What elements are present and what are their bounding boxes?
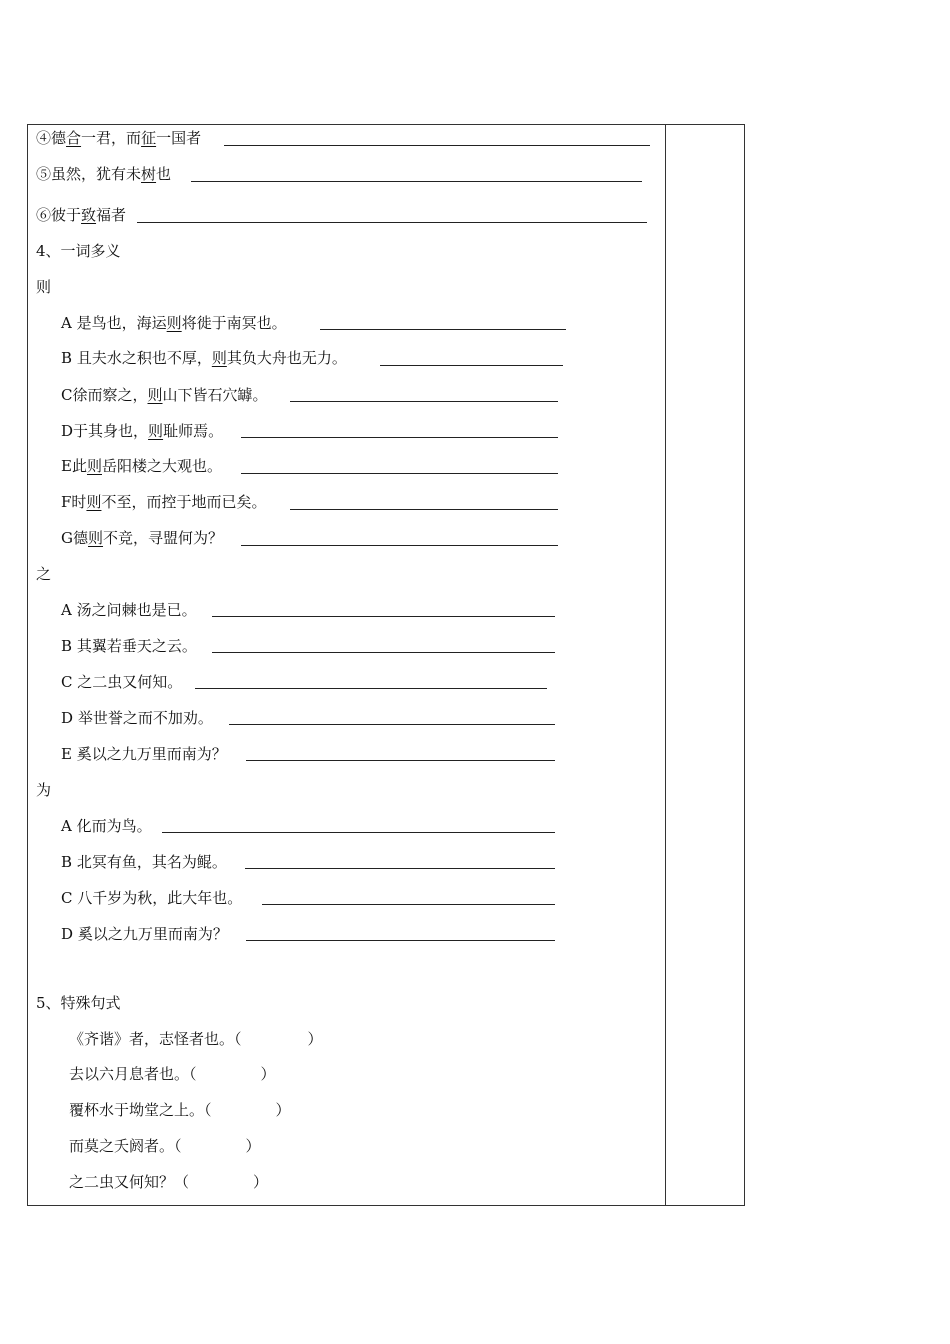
item-text: 其负大舟也无力。 <box>226 349 347 367</box>
sentence-text: 去以六月息者也。 <box>69 1065 190 1083</box>
item-letter: D <box>61 709 74 727</box>
item-letter: C <box>61 889 73 907</box>
sentence-item <box>69 1172 268 1192</box>
item-letter: A <box>61 601 72 619</box>
answer-line[interactable] <box>245 868 555 869</box>
answer-line[interactable] <box>212 652 555 653</box>
sentence-item <box>69 1136 261 1156</box>
item-text: 奚以之九万里而南为？ <box>76 745 227 763</box>
underlined-word: 则 <box>211 349 227 367</box>
item-letter: C <box>61 386 73 404</box>
wei-item-d <box>61 924 228 944</box>
item-text: 汤之问棘也是已。 <box>76 601 197 619</box>
item-number: ⑥ <box>36 206 52 224</box>
answer-line[interactable] <box>241 545 558 546</box>
item-text: 化而为鸟。 <box>76 817 152 835</box>
answer-line[interactable] <box>224 145 650 146</box>
wei-item-a <box>61 816 152 836</box>
answer-line[interactable] <box>290 401 558 402</box>
item-text: 是鸟也，海运 <box>76 314 167 332</box>
paren-open: （ <box>204 1101 212 1119</box>
underlined-word: 则 <box>86 493 102 511</box>
wei-item-c <box>61 888 242 908</box>
answer-line[interactable] <box>195 688 547 689</box>
item-text: 德 <box>51 129 67 147</box>
paren-close: ） <box>260 1065 276 1083</box>
paren-open: （ <box>174 1173 190 1191</box>
item-letter: C <box>61 673 73 691</box>
sentence-item <box>69 1064 276 1084</box>
item-text: 岳阳楼之大观也。 <box>101 457 222 475</box>
item-letter: E <box>61 457 72 475</box>
word-heading-wei: 为 <box>36 781 52 799</box>
underlined-word: 树 <box>141 165 157 183</box>
answer-line[interactable] <box>241 473 558 474</box>
item-text: 不至，而控于地而已矣。 <box>101 493 267 511</box>
item-text: 一国者 <box>156 129 202 147</box>
ze-item-b <box>61 348 347 368</box>
wei-item-b <box>61 852 227 872</box>
answer-line[interactable] <box>262 904 555 905</box>
ze-item-e <box>61 456 222 476</box>
item-text: 举世誉之而不加劝。 <box>77 709 213 727</box>
ze-item-f <box>61 492 266 512</box>
vocab-item-6 <box>36 205 126 225</box>
underlined-word: 则 <box>166 314 182 332</box>
sentence-text: 而莫之夭阏者。 <box>69 1137 175 1155</box>
item-letter: B <box>61 637 73 655</box>
answer-line[interactable] <box>162 832 555 833</box>
ze-item-g <box>61 528 223 548</box>
item-text: 福者 <box>96 206 127 224</box>
item-text: 之二虫又何知。 <box>77 673 183 691</box>
item-letter: B <box>61 349 73 367</box>
zhi-item-d <box>61 708 213 728</box>
item-text: 于其身也， <box>73 422 149 440</box>
word-heading-zhi: 之 <box>36 565 52 583</box>
item-letter: F <box>61 493 72 511</box>
item-text: 彼于 <box>51 206 82 224</box>
item-text: 将徙于南冥也。 <box>181 314 287 332</box>
word-heading-ze: 则 <box>36 278 52 296</box>
ze-item-d <box>61 421 223 441</box>
sentence-text: 之二虫又何知？ <box>69 1173 175 1191</box>
item-letter: E <box>61 745 72 763</box>
sentence-item <box>69 1100 291 1120</box>
answer-line[interactable] <box>246 940 555 941</box>
answer-line[interactable] <box>320 329 566 330</box>
paren-close: ） <box>307 1030 323 1048</box>
underlined-word: 则 <box>148 422 164 440</box>
ze-item-c <box>61 385 268 405</box>
item-text: 山下皆石穴罅。 <box>162 386 268 404</box>
item-letter: A <box>61 314 72 332</box>
item-text: 虽然，犹有未 <box>51 165 142 183</box>
underlined-word: 征 <box>141 129 157 147</box>
zhi-item-c <box>61 672 182 692</box>
item-text: 德 <box>72 529 88 547</box>
section-5-title: 5、特殊句式 <box>36 994 121 1012</box>
underlined-word: 则 <box>86 457 102 475</box>
item-number: ④ <box>36 129 52 147</box>
item-letter: B <box>61 853 73 871</box>
column-divider <box>665 124 666 1206</box>
item-text: 时 <box>71 493 87 511</box>
item-number: ⑤ <box>36 165 52 183</box>
sentence-text: 覆杯水于坳堂之上。 <box>69 1101 205 1119</box>
paren-close: ） <box>245 1137 261 1155</box>
sentence-item <box>69 1029 323 1049</box>
item-letter: D <box>61 925 74 943</box>
answer-line[interactable] <box>241 437 558 438</box>
answer-line[interactable] <box>380 365 563 366</box>
paren-open: （ <box>174 1137 182 1155</box>
underlined-word: 则 <box>147 386 163 404</box>
zhi-item-a <box>61 600 197 620</box>
answer-line[interactable] <box>229 724 555 725</box>
ze-item-a <box>61 313 287 333</box>
item-text: 北冥有鱼，其名为鲲。 <box>76 853 227 871</box>
sentence-text: 《齐谐》者，志怪者也。 <box>69 1030 235 1048</box>
answer-line[interactable] <box>246 760 555 761</box>
answer-line[interactable] <box>290 509 558 510</box>
item-text: 奚以之九万里而南为？ <box>77 925 228 943</box>
item-text: 耻师焉。 <box>163 422 224 440</box>
item-letter: A <box>61 817 72 835</box>
section-4-title: 4、一词多义 <box>36 242 121 260</box>
paren-open: （ <box>189 1065 197 1083</box>
answer-line[interactable] <box>137 222 647 223</box>
answer-line[interactable] <box>191 181 642 182</box>
item-text: 八千岁为秋，此大年也。 <box>77 889 243 907</box>
item-text: 一君，而 <box>81 129 142 147</box>
paren-open: （ <box>234 1030 242 1048</box>
item-text: 且夫水之积也不厚， <box>76 349 212 367</box>
vocab-item-5 <box>36 164 171 184</box>
paren-close: ） <box>275 1101 291 1119</box>
item-text: 其翼若垂天之云。 <box>76 637 197 655</box>
answer-line[interactable] <box>212 616 555 617</box>
item-letter: G <box>61 529 73 547</box>
underlined-word: 致 <box>81 206 97 224</box>
vocab-item-4 <box>36 128 201 148</box>
item-text: 此 <box>71 457 87 475</box>
item-text: 不竞，寻盟何为？ <box>103 529 224 547</box>
underlined-word: 合 <box>66 129 82 147</box>
zhi-item-b <box>61 636 197 656</box>
item-text: 也 <box>156 165 172 183</box>
paren-close: ） <box>253 1173 269 1191</box>
item-letter: D <box>61 422 74 440</box>
item-text: 徐而察之， <box>72 386 148 404</box>
zhi-item-e <box>61 744 227 764</box>
underlined-word: 则 <box>88 529 104 547</box>
